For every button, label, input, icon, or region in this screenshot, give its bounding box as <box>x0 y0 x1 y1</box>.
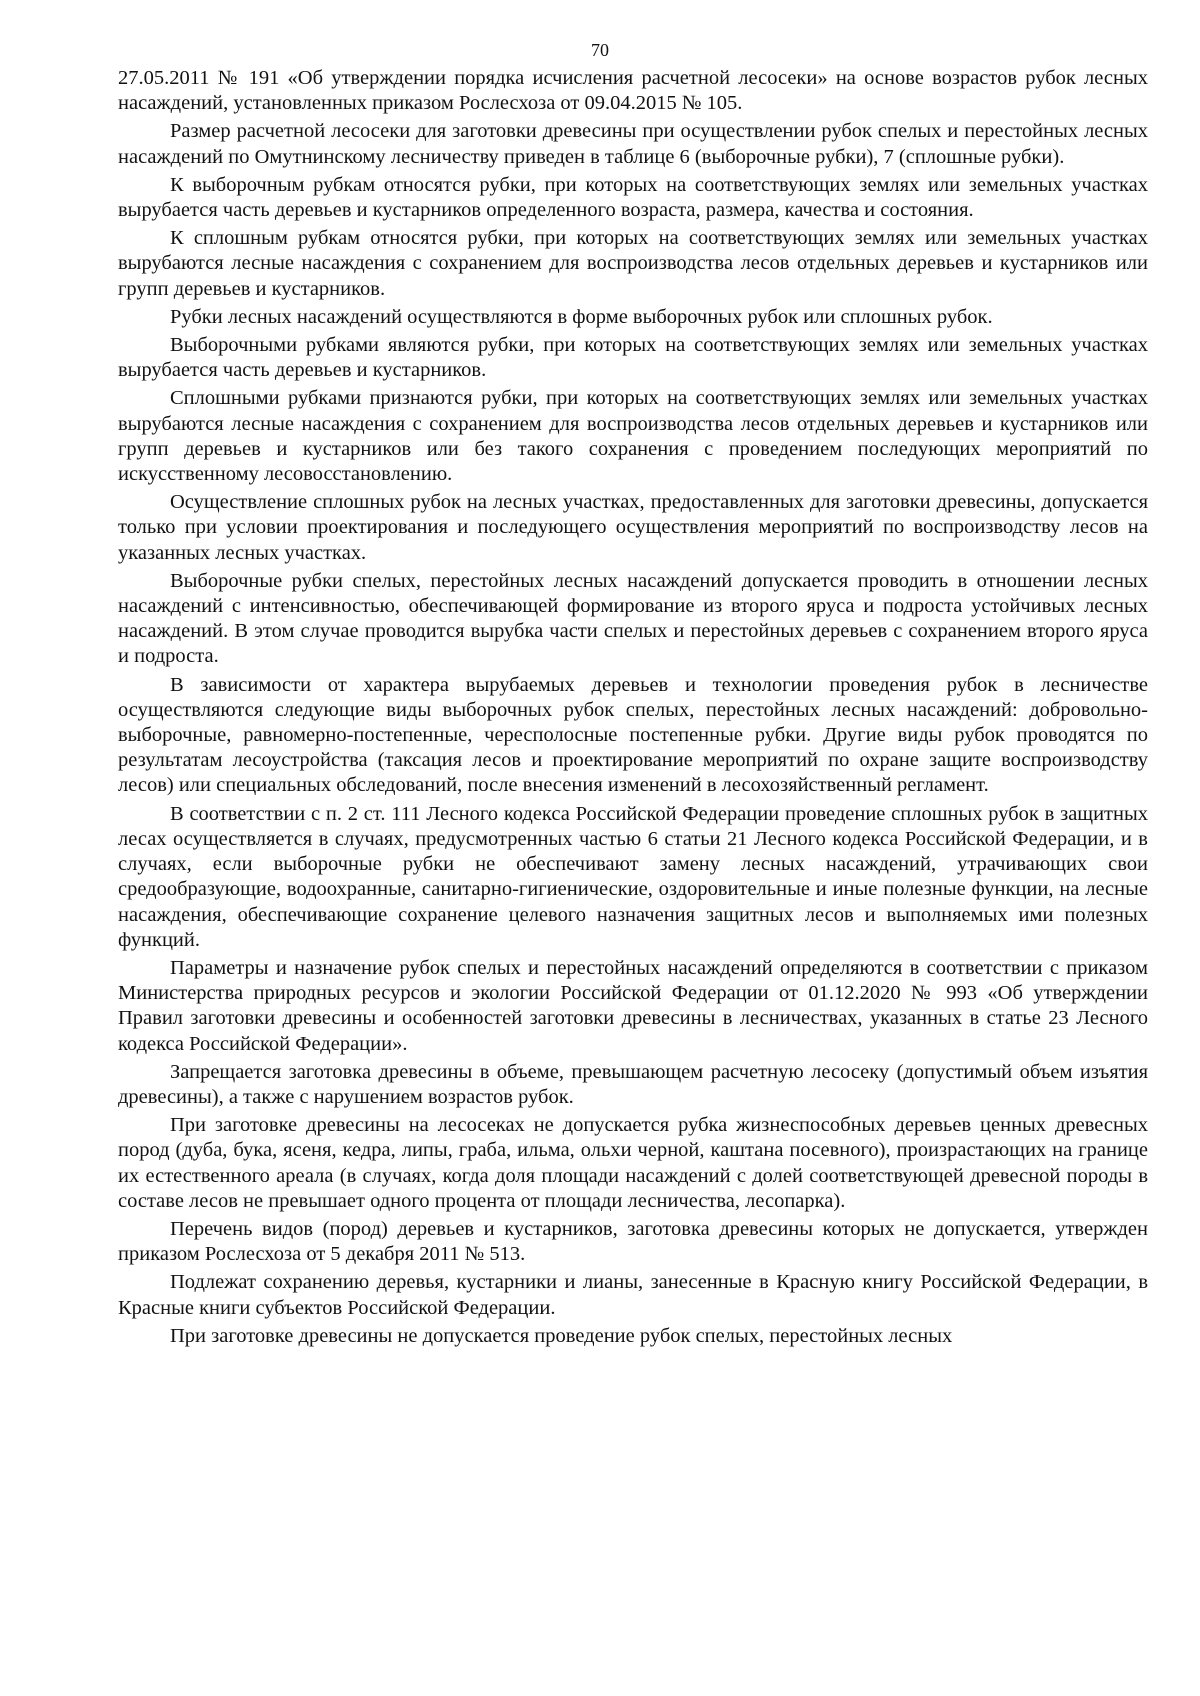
paragraph-13: Запрещается заготовка древесины в объеме, превышающем расчетную лесосеку (допустимый объем изъятия древесины), а также с нарушением возрастов рубок. <box>118 1060 1148 1108</box>
paragraph-14: При заготовке древесины на лесосеках не допускается рубка жизнеспособных деревьев ценных древесных пород (дуба, бука, ясеня, кедра, липы, граба, ильма, ольхи черной, каштана посевного), произрастающих на границе их естественного ареала (в случаях, когда доля площади насаждений с долей соответствующей древесной породы в составе лесов не превышает одного процента от площади лесничества, лесопарка). <box>118 1114 1148 1212</box>
paragraph-8: Осуществление сплошных рубок на лесных участках, предоставленных для заготовки древесины, допускается только при условии проектирования и последующего осуществления мероприятий по воспроизводству лесов на указанных лесных участках. <box>118 491 1148 564</box>
paragraph-12: Параметры и назначение рубок спелых и перестойных насаждений определяются в соответствии с приказом Министерства природных ресурсов и экологии Российской Федерации от 01.12.2020 № 993 «Об утверждении Правил заготовки древесины и особенностей заготовки древесины в лесничествах, указанных в статье 23 Лесного кодекса Российской Федерации». <box>118 956 1148 1055</box>
paragraph-5: Рубки лесных насаждений осуществляются в форме выборочных рубок или сплошных рубок. <box>170 305 993 328</box>
paragraph-4: К сплошным рубкам относятся рубки, при которых на соответствующих землях или земельных участках вырубаются лесные насаждения с сохранением для воспроизводства лесов отдельных деревьев и кустарников или групп деревьев и кустарников. <box>118 227 1148 300</box>
paragraph-11: В соответствии с п. 2 ст. 111 Лесного кодекса Российской Федерации проведение сплошных рубок в защитных лесах осуществляется в случаях, предусмотренных частью 6 статьи 21 Лесного кодекса Российской Федерации, и в случаях, если выборочные рубки не обеспечивают замену лесных насаждений, утрачивающих свои средообразующие, водоохранные, санитарно-гигиенические, оздоровительные и иные полезные функции, на лесные насаждения, обеспечивающие сохранение целевого назначения защитных лесов и выполняемых ими полезных функций. <box>118 802 1148 951</box>
paragraph-6: Выборочными рубками являются рубки, при которых на соответствующих землях или земельных участках вырубается часть деревьев и кустарников. <box>118 334 1148 382</box>
paragraph-7: Сплошными рубками признаются рубки, при которых на соответствующих землях или земельных участках вырубаются лесные насаждения с сохранением для воспроизводства лесов отдельных деревьев и кустарников или групп деревьев и кустарников или без такого сохранения с проведением последующих мероприятий по искусственному лесовосстановлению. <box>118 387 1148 486</box>
paragraph-1: 27.05.2011 № 191 «Об утверждении порядка исчисления расчетной лесосеки» на основе возрастов рубок лесных насаждений, установленных приказом Рослесхоза от 09.04.2015 № 105. <box>118 67 1148 115</box>
page-number: 70 <box>591 40 609 60</box>
paragraph-2: Размер расчетной лесосеки для заготовки древесины при осуществлении рубок спелых и перестойных лесных насаждений по Омутнинскому лесничеству приведен в таблице 6 (выборочные рубки), 7 (сплошные рубки). <box>118 120 1148 168</box>
paragraph-16: Подлежат сохранению деревья, кустарники и лианы, занесенные в Красную книгу Российской Федерации, в Красные книги субъектов Российской Федерации. <box>118 1271 1148 1319</box>
paragraph-3: К выборочным рубкам относятся рубки, при которых на соответствующих землях или земельных участках вырубается часть деревьев и кустарников определенного возраста, размера, качества и состояния. <box>118 173 1148 222</box>
paragraph-17: При заготовке древесины не допускается проведение рубок спелых, перестойных лесных <box>170 1324 953 1347</box>
paragraph-10: В зависимости от характера вырубаемых деревьев и технологии проведения рубок в лесничестве осуществляются следующие виды выборочных рубок спелых, перестойных лесных насаждений: добровольно-выборочные, равномерно-постепенные, чересполосные постепенные рубки. Другие виды рубок проводятся по результатам лесоустройства (таксация лесов и проектирование мероприятий по охране защите воспроизводству лесов) или специальных обследований, после внесения изменений в лесохозяйственный регламент. <box>118 673 1148 797</box>
paragraph-15: Перечень видов (пород) деревьев и кустарников, заготовка древесины которых не допускается, утвержден приказом Рослесхоза от 5 декабря 2011 № 513. <box>118 1217 1148 1266</box>
paragraph-9: Выборочные рубки спелых, перестойных лесных насаждений допускается проводить в отношении лесных насаждений с интенсивностью, обеспечивающей формирование из второго яруса и подроста устойчивых лесных насаждений. В этом случае проводится вырубка части спелых и перестойных деревьев с сохранением второго яруса и подроста. <box>118 569 1148 668</box>
document-body <box>118 66 1148 1352</box>
